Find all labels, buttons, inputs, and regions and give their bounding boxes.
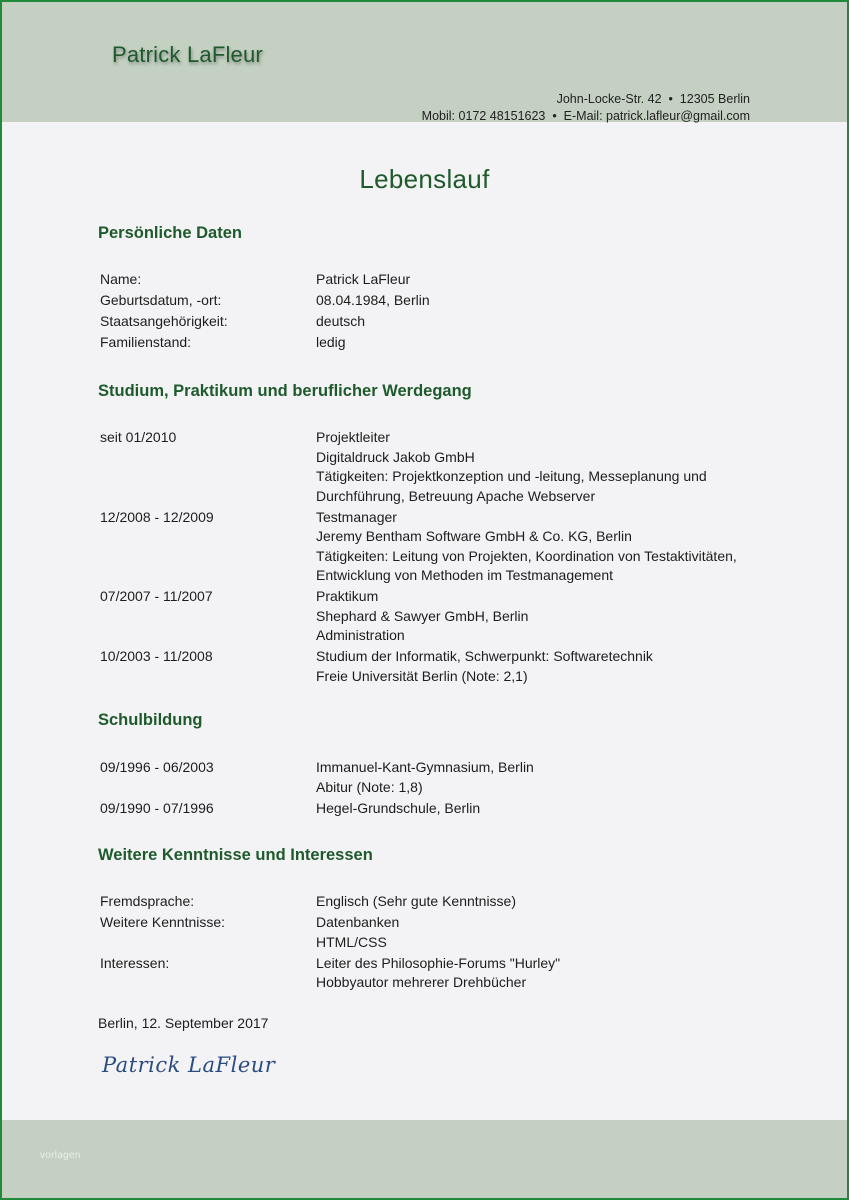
table-row	[100, 428, 780, 506]
row-label: 10/2003 - 11/2008	[100, 648, 213, 664]
section-heading-school: Schulbildung	[98, 711, 203, 729]
table-row	[100, 312, 780, 332]
row-value-line: Hegel-Grundschule, Berlin	[316, 799, 481, 816]
row-value	[316, 892, 780, 912]
table-row	[100, 333, 780, 353]
row-label: 07/2007 - 11/2007	[100, 588, 213, 604]
row-value-line: Digitaldruck Jakob GmbH	[316, 448, 475, 465]
footer-band	[2, 1120, 847, 1198]
career-table	[100, 428, 780, 686]
row-value	[316, 954, 780, 993]
table-row	[100, 270, 780, 290]
row-label: Geburtsdatum, -ort:	[100, 292, 222, 308]
section-heading-career: Studium, Praktikum und beruflicher Werdegang	[98, 382, 472, 400]
row-value-line: 08.04.1984, Berlin	[316, 292, 430, 308]
row-value	[316, 312, 780, 332]
table-row	[100, 758, 780, 797]
row-value	[316, 270, 780, 290]
row-label: Staatsangehörigkeit:	[100, 313, 228, 329]
table-row	[100, 647, 780, 686]
row-label: 09/1996 - 06/2003	[100, 759, 214, 775]
row-value	[316, 333, 780, 353]
row-label: seit 01/2010	[100, 429, 177, 445]
row-label: 12/2008 - 12/2009	[100, 508, 214, 525]
watermark: vorlagen	[40, 1150, 81, 1161]
header-name: Patrick LaFleur	[112, 42, 263, 67]
row-value-line: Leiter des Philosophie-Forums "Hurley"	[316, 954, 561, 971]
row-value-line: Tätigkeiten: Leitung von Projekten, Koordination von Testaktivitäten,	[316, 547, 737, 564]
header-band	[2, 2, 847, 122]
row-value-line: Patrick LaFleur	[316, 271, 411, 287]
row-label: Name:	[100, 271, 142, 287]
row-label: Interessen:	[100, 954, 170, 971]
row-label: Fremdsprache:	[100, 893, 195, 909]
table-row	[100, 799, 780, 819]
row-value	[316, 647, 780, 686]
row-value-line: deutsch	[316, 313, 366, 329]
row-value	[316, 587, 780, 646]
row-label: Weitere Kenntnisse:	[100, 914, 226, 930]
row-value-line: Administration	[316, 627, 405, 643]
row-value	[316, 913, 780, 952]
row-value	[316, 799, 780, 819]
skills-table	[100, 892, 780, 993]
row-value-line: Testmanager	[316, 508, 397, 525]
table-row	[100, 587, 780, 646]
row-value-line: Datenbanken	[316, 914, 400, 930]
personal-data-table	[100, 270, 780, 353]
table-row	[100, 913, 780, 952]
school-table	[100, 758, 780, 818]
table-row	[100, 954, 780, 993]
row-value-line: Projektleiter	[316, 429, 390, 445]
row-value-line: Tätigkeiten: Projektkonzeption und -leitung, Messeplanung und	[316, 468, 707, 484]
row-value-line: Jeremy Bentham Software GmbH & Co. KG, Berlin	[316, 528, 632, 544]
row-value-line: Freie Universität Berlin (Note: 2,1)	[316, 667, 528, 684]
row-label: Familienstand:	[100, 334, 192, 350]
header-phone-email: Mobil: 0172 48151623 • E-Mail: patrick.lafleur@gmail.com	[421, 109, 750, 123]
row-value-line: Immanuel-Kant-Gymnasium, Berlin	[316, 759, 534, 775]
row-value-line: Englisch (Sehr gute Kenntnisse)	[316, 893, 516, 909]
header-address: John-Locke-Str. 42 • 12305 Berlin	[556, 92, 750, 106]
row-value-line: Durchführung, Betreuung Apache Webserver	[316, 487, 596, 504]
row-value-line: Entwicklung von Methoden im Testmanagement	[316, 567, 614, 583]
place-date: Berlin, 12. September 2017	[98, 1015, 269, 1031]
row-label: 09/1990 - 07/1996	[100, 799, 214, 816]
row-value-line: Studium der Informatik, Schwerpunkt: Softwaretechnik	[316, 648, 653, 664]
header-contact	[422, 91, 750, 125]
table-row	[100, 508, 780, 586]
row-value-line: Shephard & Sawyer GmbH, Berlin	[316, 607, 529, 624]
section-heading-personal: Persönliche Daten	[98, 224, 242, 242]
document-title: Lebenslauf	[359, 164, 490, 194]
row-value	[316, 508, 780, 586]
row-value-line: Hobbyautor mehrerer Drehbücher	[316, 974, 527, 990]
row-value-line: HTML/CSS	[316, 933, 387, 950]
signature: Patrick LaFleur	[102, 1053, 276, 1077]
section-heading-skills: Weitere Kenntnisse und Interessen	[98, 846, 373, 864]
row-value-line: Abitur (Note: 1,8)	[316, 778, 423, 795]
row-value-line: Praktikum	[316, 588, 379, 604]
row-value-line: ledig	[316, 334, 346, 350]
table-row	[100, 291, 780, 311]
row-value	[316, 758, 780, 797]
row-value	[316, 428, 780, 506]
row-value	[316, 291, 780, 311]
table-row	[100, 892, 780, 912]
